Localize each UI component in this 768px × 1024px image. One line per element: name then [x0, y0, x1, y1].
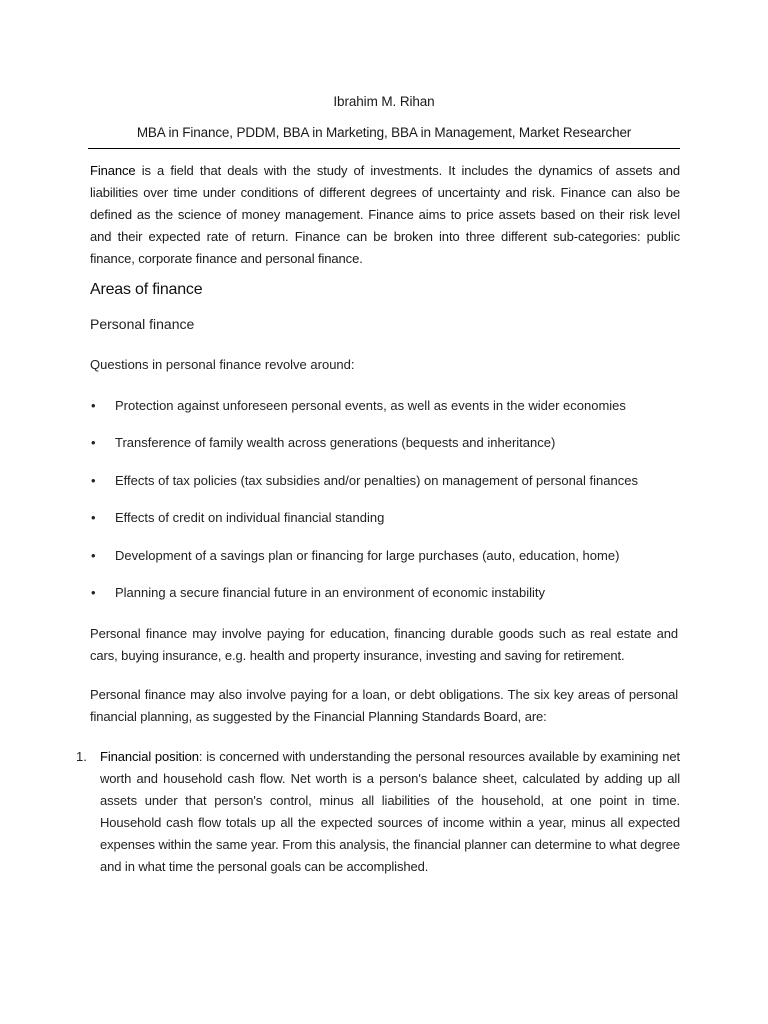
list-item-text: Development of a savings plan or financing for large purchases (auto, education, home): [115, 547, 620, 563]
bullet-icon: •: [91, 584, 96, 600]
list-item-text: Transference of family wealth across generations (bequests and inheritance): [115, 435, 556, 451]
section-heading: Areas of finance: [90, 281, 203, 298]
list-item: [90, 585, 690, 622]
section-subheading: Personal finance: [90, 316, 195, 332]
list-number: 1.: [76, 749, 87, 764]
list-item-text: Effects of tax policies (tax subsidies and/or penalties) on management of personal finances: [115, 472, 638, 488]
list-item-text: Effects of credit on individual financial standing: [115, 510, 385, 526]
intro-paragraph: [90, 160, 680, 270]
list-item: [90, 510, 690, 547]
bullet-list: [90, 398, 690, 622]
bullet-icon: •: [91, 510, 96, 526]
author-name: Ibrahim M. Rihan: [333, 94, 435, 109]
numbered-list-item: [76, 746, 680, 878]
numbered-item-body: [100, 746, 680, 878]
intro-keyword: Finance: [90, 163, 136, 178]
list-item-text: Protection against unforeseen personal events, as well as events in the wider economies: [115, 398, 626, 413]
numbered-item-text: : is concerned with understanding the personal resources available by examining net worth and household cash flow. Net worth is a person's balance sheet, calculated by adding up all assets under that person's control, minus all liabilities of the household, at one point in time. Household cash flow totals up all the expected sources of income within a year, minus all expected expenses within the same year. From this analysis, the financial planner can determine to what degree and in what time the personal goals can be accomplished.: [100, 749, 680, 874]
list-item: [90, 398, 690, 435]
intro-text: is a field that deals with the study of investments. It includes the dynamics of assets and liabilities over time under conditions of different degrees of uncertainty and risk. Finance can also be defined as the science of money management. Finance aims to price assets based on their risk level and their expected rate of return. Finance can be broken into three different sub-categories: public finance, corporate finance and personal finance.: [90, 163, 680, 266]
body-paragraph: Personal finance may involve paying for education, financing durable goods such as real estate and cars, buying insurance, e.g. health and property insurance, investing and saving for retirement.: [90, 626, 678, 663]
bullet-icon: •: [91, 435, 96, 451]
numbered-item-term: Financial position: [100, 749, 199, 764]
bullet-icon: •: [91, 472, 96, 488]
author-credentials: MBA in Finance, PDDM, BBA in Marketing, BBA in Management, Market Researcher: [136, 125, 632, 140]
list-item-text: Planning a secure financial future in an environment of economic instability: [115, 584, 545, 600]
bullet-icon: •: [91, 547, 96, 563]
bullet-list-lead: Questions in personal finance revolve around:: [90, 357, 355, 372]
list-item: [90, 548, 690, 585]
list-item: [90, 435, 690, 472]
bullet-icon: •: [91, 398, 96, 413]
list-item: [90, 473, 690, 510]
header-divider: [88, 148, 680, 149]
body-paragraph: Personal finance may also involve paying for a loan, or debt obligations. The six key areas of personal financial planning, as suggested by the Financial Planning Standards Board, are:: [90, 687, 678, 724]
